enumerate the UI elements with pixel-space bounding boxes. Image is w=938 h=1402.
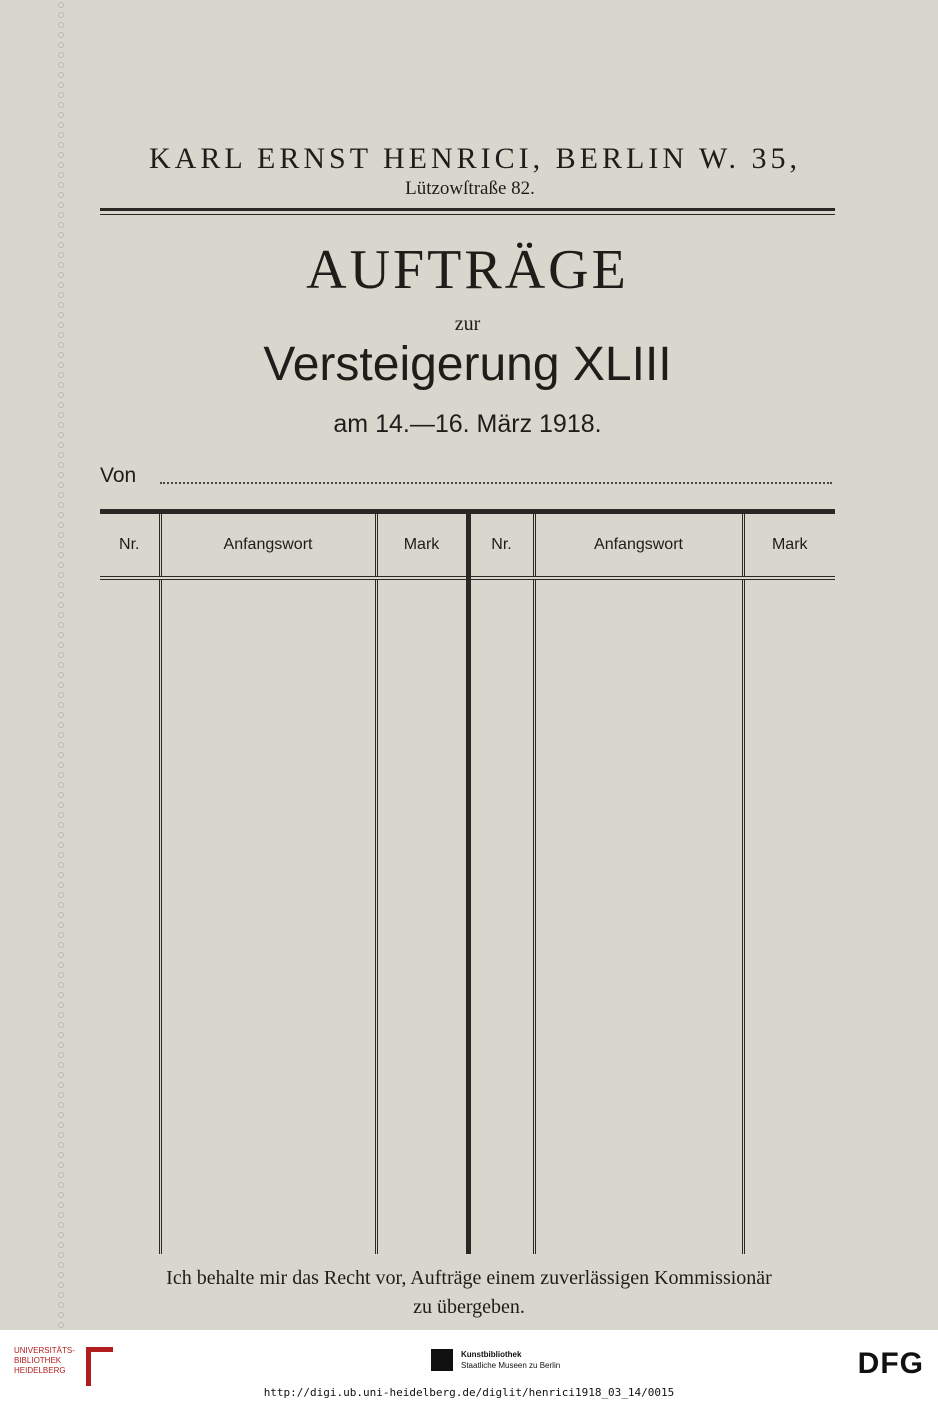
auction-title: Versteigerung XLIII — [263, 338, 672, 391]
cell-mark[interactable] — [743, 578, 835, 1254]
cell-nr[interactable] — [468, 578, 534, 1254]
publisher-address: Lützowſtraße 82. — [405, 178, 535, 199]
cell-mark[interactable] — [376, 578, 468, 1254]
cell-anfangswort[interactable] — [160, 578, 376, 1254]
cell-nr[interactable] — [100, 578, 160, 1254]
von-label: Von — [100, 464, 137, 487]
heidelberg-logo-icon — [86, 1347, 113, 1386]
kunstbibliothek-label: Kunstbibliothek — [461, 1350, 522, 1359]
column-header-anfangswort: Anfangswort — [534, 512, 743, 579]
column-header-nr: Nr. — [100, 512, 160, 579]
von-field-line[interactable] — [160, 482, 832, 484]
publisher-line: KARL ERNST HENRICI, BERLIN W. 35, — [148, 142, 802, 175]
reservation-note-line1: Ich behalte mir das Recht vor, Aufträge einem zuverlässigen Kommissionär — [166, 1267, 772, 1289]
reservation-note — [80, 1264, 858, 1322]
kunstbibliothek-logo-icon — [431, 1349, 453, 1371]
column-header-mark: Mark — [376, 512, 468, 579]
header-rule-thin — [100, 214, 835, 215]
header-rule-thick — [100, 208, 835, 211]
column-header-nr: Nr. — [468, 512, 534, 579]
order-table — [100, 509, 835, 1254]
table-header-row — [100, 512, 835, 579]
museum-label: Staatliche Museen zu Berlin — [461, 1361, 561, 1370]
reservation-note-line2: zu übergeben. — [413, 1296, 525, 1318]
kunstbibliothek-name — [461, 1349, 560, 1371]
dfg-logo: DFG — [857, 1347, 924, 1380]
source-url[interactable]: http://digi.ub.uni-heidelberg.de/diglit/henrici1918_03_14/0015 — [263, 1386, 675, 1399]
cell-anfangswort[interactable] — [534, 578, 743, 1254]
title-connector: zur — [454, 313, 481, 335]
auction-dates: am 14.—16. März 1918. — [333, 410, 602, 438]
column-header-anfangswort: Anfangswort — [160, 512, 376, 579]
table-row — [100, 578, 835, 1254]
column-header-mark: Mark — [743, 512, 835, 579]
heidelberg-logo-text: UNIVERSITÄTS- BIBLIOTHEK HEIDELBERG — [14, 1346, 75, 1375]
page-title: AUFTRÄGE — [306, 239, 629, 301]
